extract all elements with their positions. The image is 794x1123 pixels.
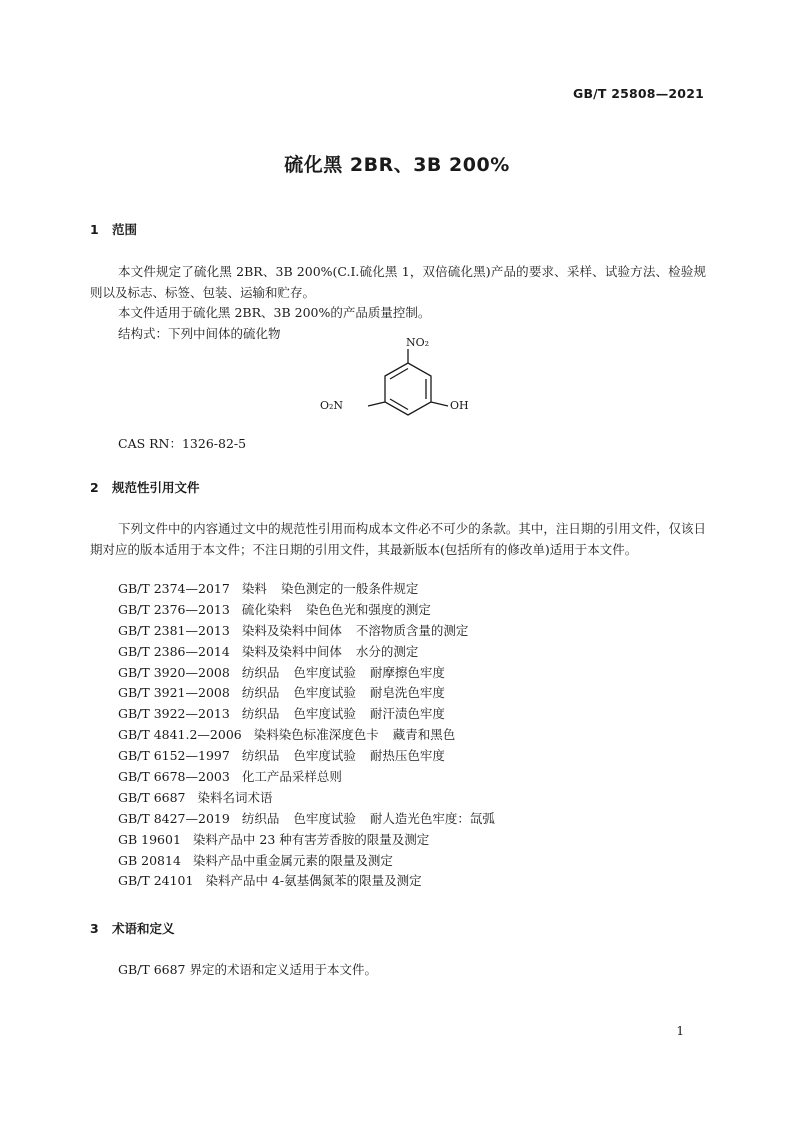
reference-title-part: 耐摩擦色牢度 (369, 664, 445, 680)
section-number: 3 (90, 921, 99, 936)
reference-code: GB/T 4841.2—2006 (118, 727, 242, 743)
reference-title-part: 纺织品 (241, 810, 280, 826)
scope-paragraph-1: 本文件规定了硫化黑 2BR、3B 200%(C.I.硫化黑 1，双倍硫化黑)产品的要求、采样、试验方法、检验规则以及标志、标签、包装、运输和贮存。 (90, 264, 706, 300)
reference-item (118, 621, 495, 642)
reference-title-part: 硫化染料 (241, 601, 292, 617)
reference-title-part: 纺织品 (241, 685, 280, 701)
bond-oh (431, 402, 448, 406)
reference-item (118, 642, 495, 663)
reference-title-part: 藏青和黑色 (392, 727, 456, 743)
reference-list (118, 579, 495, 892)
scope-paragraph-2: 本文件适用于硫化黑 2BR、3B 200%的产品质量控制。 (118, 305, 431, 320)
reference-title-part: 染色测定的一般条件规定 (280, 581, 419, 596)
reference-title-part: 染料及染料中间体 (241, 643, 342, 659)
bond-o2n (368, 402, 385, 406)
reference-title-part: 耐人造光色牢度：氙弧 (369, 810, 495, 826)
reference-title-part: 纺织品 (241, 706, 280, 722)
reference-title-part: 纺织品 (241, 664, 280, 680)
no2-label: NO₂ (406, 336, 430, 349)
reference-title-part: 染料产品中重金属元素的限量及测定 (192, 852, 393, 868)
reference-title-part: 色牢度试验 (293, 748, 356, 764)
reference-item (118, 830, 495, 851)
section-title: 范围 (112, 222, 138, 237)
reference-item (118, 767, 495, 788)
reference-item (118, 725, 495, 746)
o2n-label: O₂N (320, 399, 344, 412)
reference-item (118, 851, 495, 872)
section-number: 1 (90, 222, 99, 237)
reference-title-part: 染料名词术语 (197, 789, 273, 805)
reference-title-part: 化工产品采样总则 (241, 769, 342, 785)
reference-code: GB 20814 (118, 852, 181, 868)
reference-code: GB/T 6152—1997 (118, 748, 230, 764)
reference-title-part: 色牢度试验 (293, 664, 356, 680)
reference-code: GB/T 2376—2013 (118, 601, 230, 617)
section-3-heading (90, 919, 175, 937)
reference-code: GB/T 6678—2003 (118, 769, 230, 785)
reference-title-part: 色牢度试验 (293, 706, 356, 722)
reference-title-part: 耐皂洗色牢度 (369, 685, 445, 701)
section-number: 2 (90, 480, 99, 495)
reference-code: GB/T 3920—2008 (118, 664, 230, 680)
reference-code: GB/T 2381—2013 (118, 622, 230, 638)
reference-code: GB/T 24101 (118, 873, 194, 889)
reference-item (118, 746, 495, 767)
reference-title-part: 染色色光和强度的测定 (305, 601, 431, 617)
reference-title-part: 水分的测定 (355, 643, 419, 659)
reference-title-part: 染料产品中 23 种有害芳香胺的限量及测定 (192, 831, 430, 847)
reference-item (118, 663, 495, 684)
reference-title-part: 耐热压色牢度 (369, 748, 445, 764)
reference-code: GB 19601 (118, 831, 181, 847)
reference-item (118, 683, 495, 704)
reference-title-part: 染料 (241, 581, 267, 596)
document-title: 硫化黑 2BR、3B 200% (284, 154, 510, 176)
structural-formula (310, 336, 480, 440)
reference-code: GB/T 3922—2013 (118, 706, 230, 722)
section-title: 规范性引用文件 (112, 480, 200, 495)
standard-code: GB/T 25808—2021 (572, 86, 704, 101)
ring-outline (385, 363, 431, 415)
reference-title-part: 染料及染料中间体 (241, 622, 342, 638)
terms-paragraph: GB/T 6687 界定的术语和定义适用于本文件。 (118, 962, 377, 977)
reference-item (118, 809, 495, 830)
section-title: 术语和定义 (112, 921, 175, 936)
reference-title-part: 不溶物质含量的测定 (355, 622, 469, 638)
reference-title-part: 色牢度试验 (293, 685, 356, 701)
ring-double-bond (390, 369, 408, 380)
reference-item (118, 579, 495, 600)
reference-title-part: 纺织品 (241, 748, 280, 764)
oh-label: OH (450, 399, 469, 412)
section-1-heading (90, 220, 137, 238)
reference-title-part: 色牢度试验 (293, 810, 356, 826)
section-2-heading (90, 478, 200, 496)
page-number: 1 (676, 1024, 684, 1038)
reference-item (118, 704, 495, 725)
structure-label: 结构式：下列中间体的硫化物 (118, 326, 281, 341)
normative-intro: 下列文件中的内容通过文中的规范性引用而构成本文件必不可少的条款。其中，注日期的引用文件，仅该日期对应的版本适用于本文件；不注日期的引用文件，其最新版本(包括所有的修改单)适用于本文件。 (90, 521, 706, 557)
reference-code: GB/T 8427—2019 (118, 810, 230, 826)
reference-item (118, 788, 495, 809)
reference-title-part: 染料产品中 4-氨基偶氮苯的限量及测定 (205, 873, 422, 889)
reference-code: GB/T 6687 (118, 789, 186, 805)
reference-item (118, 600, 495, 621)
reference-code: GB/T 2374—2017 (118, 581, 230, 596)
reference-code: GB/T 2386—2014 (118, 643, 230, 659)
reference-item (118, 871, 495, 892)
benzene-ring-diagram (310, 340, 480, 440)
reference-code: GB/T 3921—2008 (118, 685, 230, 701)
ring-double-bond (390, 399, 408, 410)
reference-title-part: 染料染色标准深度色卡 (253, 727, 379, 743)
cas-number: CAS RN：1326-82-5 (118, 436, 247, 451)
reference-title-part: 耐汗渍色牢度 (369, 706, 445, 722)
